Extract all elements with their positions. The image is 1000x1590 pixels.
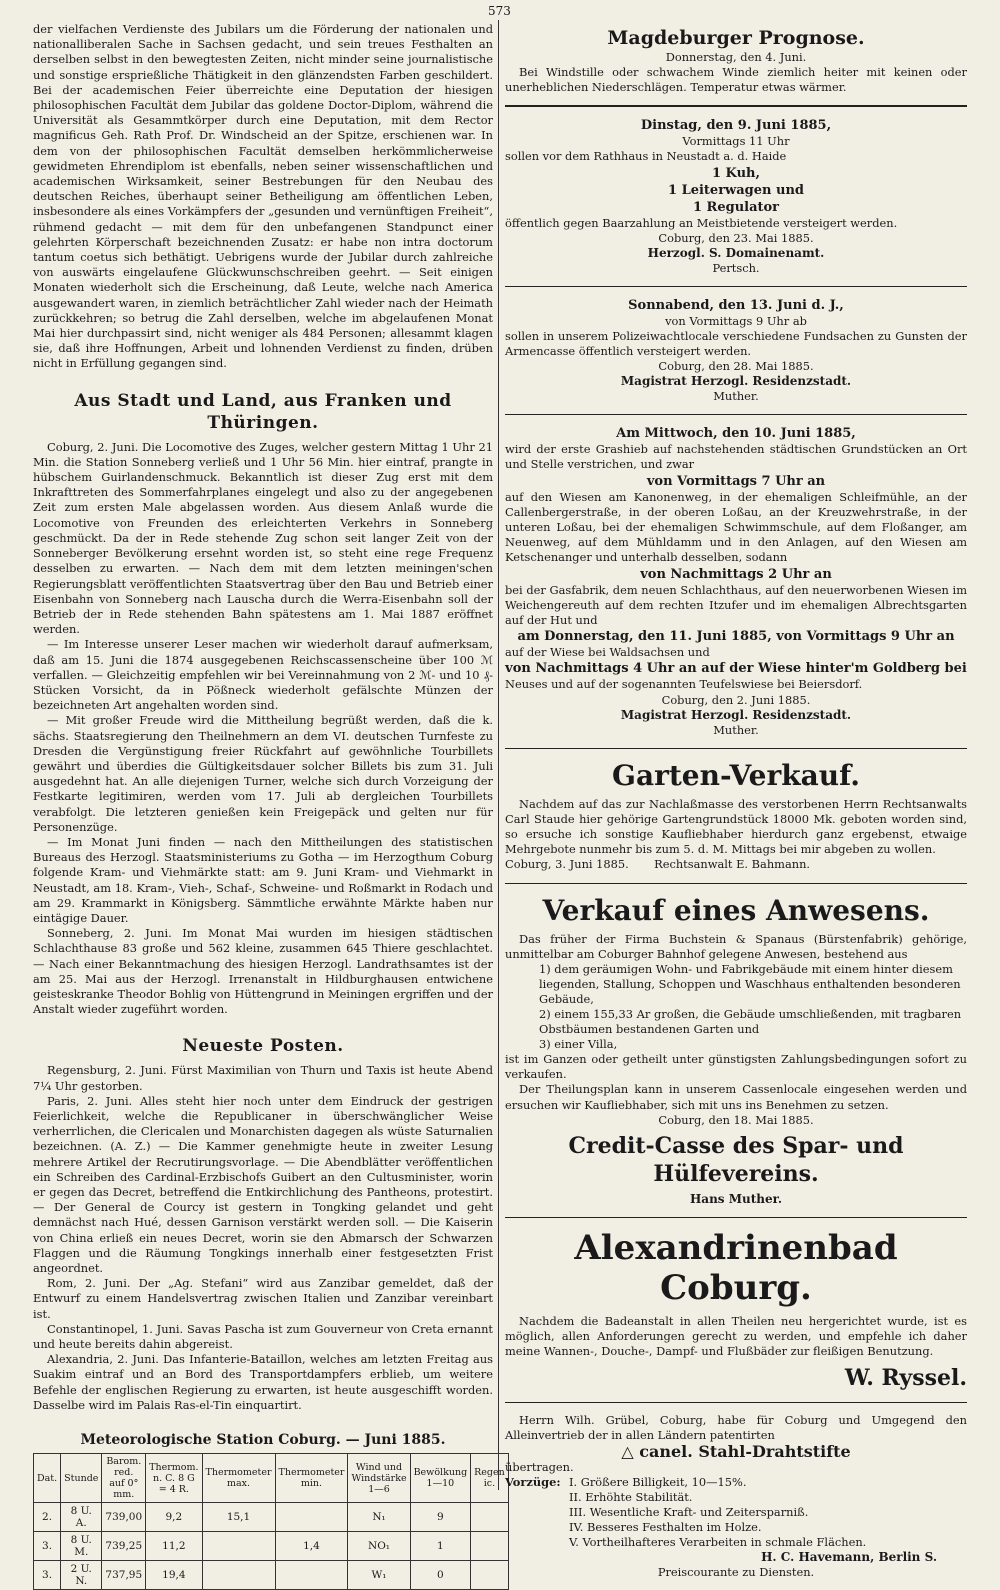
auction-notice-found-items — [505, 297, 967, 404]
divider — [505, 748, 967, 749]
right-column — [505, 22, 967, 1580]
notice-item: 1 Leiterwagen und — [668, 182, 804, 198]
notice-text: auf den Wiesen am Kanonenweg, in der ehemaligen Schleifmühle, an der Callenbergerstraße, in der oberen Loßau, an der Kreuzwehrstraße, in der unteren Loßau, bei der ehemaligen Schwimmschule, auf dem Floßanger, am Neuenweg, auf dem Mühldamm und in den Anlagen, auf den Wiesen am Ketschenanger und unterhalb desselben, sodann — [505, 489, 967, 565]
column-divider — [498, 20, 499, 1490]
advantages-label: Vorzüge: — [505, 1475, 561, 1490]
table-cell: 0 — [410, 1561, 471, 1590]
notice-text: sollen vor dem Rathhaus in Neustadt a. d. Haide — [505, 149, 787, 164]
header-cell: Thermom. n. C. 8 G = 4 R. — [146, 1454, 202, 1503]
divider — [505, 414, 967, 415]
table-cell: 2. — [34, 1503, 61, 1532]
table-cell: 739,00 — [102, 1503, 146, 1532]
table-row — [34, 1561, 509, 1590]
forecast-date: Donnerstag, den 4. Juni. — [665, 50, 807, 64]
page-number: 573 — [488, 4, 511, 18]
ad-text: übertragen. — [505, 1459, 574, 1474]
notice-signer: Magistrat Herzogl. Residenzstadt. — [620, 707, 852, 722]
left-column — [33, 22, 505, 1590]
notice-time: von Nachmittags 2 Uhr an — [640, 566, 832, 582]
news-paragraph: Alexandria, 2. Juni. Das Infanterie-Bataillon, welches am letzten Freitag aus Suakim eintraf und an Bord des Transportdampfers erblieb, um weitere Befehle der englischen Regierung zu erwarten, ist heute ausgeschifft worden. Dasselbe wird im Palais Ras-el-Tin einquartirt. — [33, 1352, 493, 1412]
table-row — [34, 1532, 509, 1561]
table-cell: 739,25 — [102, 1532, 146, 1561]
table-cell — [471, 1532, 509, 1561]
ad-text: Nachdem auf das zur Nachlaßmasse des verstorbenen Herrn Rechtsanwalts Carl Staude hier gehörige Gartengrundstück 18000 Mk. geboten worden sind, so ersuche ich sonstige Kaufliebhaber hierdurch ganz ergebenst, etwaige Mehrgebote nunmehr bis zum 5. d. M. Mittags bei mir abgeben zu wollen. — [505, 796, 967, 857]
notice-name: Muther. — [713, 389, 759, 404]
notice-time: von Nachmittags 4 Uhr an auf der Wiese hinter'm Goldberg bei — [505, 661, 967, 677]
intro-paragraph: der vielfachen Verdienste des Jubilars um die Förderung der nationalen und nationalliberalen Sache in Sachsen gedacht, und sein treues Festhalten an derselben selbst in den bewegtesten Zeiten, nicht minder seine journalistische und sonstige ersprießliche Thätigkeit in den glänzendsten Farben geschildert. Bei der academischen Feier überreichte eine Deputation der hiesigen philosophischen Facultät dem Jubilar das goldene Doctor-Diplom, während die Universität als Gesammtkörper durch eine Deputation, mit dem Rector magnificus Geh. Rath Prof. Dr. Windscheid an der Spitze, erschienen war. In dem von der philosophischen Facultät demselben herkömmlicherweise gewidmeten Ehrendiplom ist ebenfalls, neben seiner wissenschaftlichen und academischen Wirksamkeit, seiner Bestrebungen für den Neubau des deutschen Reiches, überhaupt seiner Betheiligung am öffentlichen Leben, insbesondere als eines Vorkämpfers der „gesunden und vernünftigen Freiheit“, rühmend gedacht — mit dem für den unbefangenen Standpunct einer gelehrten Körperschaft bezeichnenden Zusatz: er habe non intra doctorum tantum coetus sich bethätigt. Uebrigens wurde der Jubilar durch zahlreiche von auswärts eingelaufene Glückwunschschreiben geehrt. — Seit einigen Monaten wiederholt sich die Erscheinung, daß Leute, welche nach America ausgewandert waren, in ziemlich beträchtlicher Zahl wieder nach der Heimath zurückkehren; so betrug die Zahl derselben, welche im abgelaufenen Monat Mai hier durchpassirt sind, nicht weniger als 484 Personen; allesammt klagen sie, daß ihre Hoffnungen, Arbeit und lohnenden Verdienst zu finden, drüben nicht in Erfüllung gegangen sind. — [33, 22, 493, 371]
list-item: 1) dem geräumigen Wohn- und Fabrikgebäude mit einem hinter diesem liegenden, Stallung, Schoppen und Waschhaus enthaltenden besonderen Gebäude, — [539, 962, 961, 1007]
notice-name: Pertsch. — [712, 260, 760, 275]
notice-text: öffentlich gegen Baarzahlung an Meistbietende versteigert werden. — [505, 215, 898, 230]
table-cell: 19,4 — [146, 1561, 202, 1590]
table-cell: N₁ — [348, 1503, 410, 1532]
advantages-list — [565, 1475, 866, 1550]
garden-sale-ad — [505, 759, 967, 873]
ad-text: Der Theilungsplan kann in unserem Cassenlocale eingesehen werden und ersuchen wir Kaufliebhaber, sich mit uns ins Benehmen zu setzen. — [505, 1082, 967, 1112]
notice-time: am Donnerstag, den 11. Juni 1885, von Vormittags 9 Uhr an — [517, 629, 955, 645]
notice-text: Neuses und auf der sogenannten Teufelswiese bei Beiersdorf. — [505, 677, 863, 692]
divider — [505, 883, 967, 884]
ad-footer — [505, 857, 967, 872]
list-item: 3) einer Villa, — [539, 1037, 618, 1052]
ad-footer: Preiscourante zu Diensten. — [657, 1565, 815, 1580]
notice-place-date: Coburg, den 2. Juni 1885. — [661, 692, 811, 707]
list-item: III. Wesentliche Kraft- und Zeitersparniß. — [569, 1505, 809, 1520]
news-paragraph: Regensburg, 2. Juni. Fürst Maximilian von Thurn und Taxis ist heute Abend 7¼ Uhr gestorben. — [33, 1063, 493, 1093]
news-paragraph: Coburg, 2. Juni. Die Locomotive des Zuges, welcher gestern Mittag 1 Uhr 21 Min. die Station Sonneberg verließ und 1 Uhr 56 Min. hier eintraf, prangte in hübschem Guirlandenschmuck. Bekanntlich ist dieser Zug erst mit dem Inkrafttreten des Sommerfahrplanes eingelegt und also zu der angegebenen Zeit zum ersten Male abgelassen worden. Aus diesem Anlaß wurde die Locomotive von Freunden des erleichterten Verkehrs in Sonneberg geschmückt. Da der in Rede stehende Zug schon seit langer Zeit von der Sonneberger Bevölkerung ersehnt worden ist, so steht eine rege Frequenz desselben zu erwarten. — Nach dem mit dem letzten meiningen'schen Regierungsblatt veröffentlichten Staatsvertrag über den Bau und Betrieb einer Eisenbahn von Sonneberg nach Lauscha durch die Werra-Eisenbahn soll der Betrieb der in Rede stehenden Bahn spätestens am 1. Mai 1887 eröffnet werden. — [33, 439, 493, 637]
ad-title: Alexandrinenbad Coburg. — [574, 1227, 898, 1308]
notice-name: Muther. — [713, 722, 759, 737]
notice-item: 1 Regulator — [692, 199, 780, 215]
ad-name: Hans Muther. — [689, 1191, 783, 1206]
table-cell — [471, 1561, 509, 1590]
notice-date: Sonnabend, den 13. Juni d. J., — [628, 297, 844, 313]
header-cell: Stunde — [61, 1454, 102, 1503]
weather-table-title: Meteorologische Station Coburg. — Juni 1885. — [80, 1432, 446, 1449]
notice-time: von Vormittags 7 Uhr an — [646, 473, 826, 489]
news-paragraph: — Mit großer Freude wird die Mittheilung begrüßt werden, daß die k. sächs. Staatsregierung den Theilnehmern an dem VI. deutschen Turnfeste zu Dresden die Vergünstigung freier Rückfahrt auf gewöhnliche Tourbillets gewährt und überdies die Gültigkeitsdauer solcher Billets bis zum 31. Juli ausgedehnt hat. An alle diejenigen Turner, welche sich durch Vorzeigung der Festkarte legitimiren, werden vom 17. Juli ab dergleichen Tourbillets verabfolgt. Die letzteren genießen kein Freigepäck und gelten nur für Personenzüge. — [33, 713, 493, 834]
list-item: V. Vortheilhafteres Verarbeiten in schmale Flächen. — [569, 1535, 867, 1550]
table-cell: NO₁ — [348, 1532, 410, 1561]
header-cell: Thermometer min. — [275, 1454, 348, 1503]
section-title-local-news: Aus Stadt und Land, aus Franken und Thüringen. — [74, 390, 452, 433]
property-sale-ad — [505, 894, 967, 1207]
advantages-block — [505, 1475, 967, 1550]
news-paragraph: — Im Interesse unserer Leser machen wir wiederholt darauf aufmerksam, daß am 15. Juni die 1874 ausgegebenen Reichscassenscheine über 100 ℳ verfallen. — Gleichzeitig empfehlen wir bei Vereinnahmung von 2 ℳ- und 10 ₰-Stücken Vorsicht, da in Pößneck wiederholt gefälschte Münzen der bezeichneten Art angehalten worden sind. — [33, 637, 493, 713]
news-paragraph: Constantinopel, 1. Juni. Savas Pascha ist zum Gouverneur von Creta ernannt und heute bereits dahin abgereist. — [33, 1321, 493, 1352]
ad-signer: Credit-Casse des Spar- und Hülfevereins. — [568, 1132, 904, 1187]
table-cell: 8 U. A. — [61, 1503, 102, 1532]
forecast-text: Bei Windstille oder schwachem Winde ziemlich heiter mit keinen oder unerheblichen Niederschlägen. Temperatur etwas wärmer. — [505, 65, 967, 95]
table-row — [34, 1503, 509, 1532]
ad-text: Das früher der Firma Buchstein & Spanaus (Bürstenfabrik) gehörige, unmittelbar am Coburger Bahnhof gelegene Anwesen, bestehend aus — [505, 931, 967, 961]
divider — [505, 1402, 967, 1403]
list-item: I. Größere Billigkeit, 10—15%. — [569, 1475, 747, 1490]
forecast-title: Magdeburger Prognose. — [607, 27, 865, 49]
header-cell: Dat. — [34, 1454, 61, 1503]
ad-signer: H. C. Havemann, Berlin S. — [761, 1550, 937, 1565]
news-paragraph: Sonneberg, 2. Juni. Im Monat Mai wurden im hiesigen städtischen Schlachthause 83 große und 562 kleine, zusammen 645 Thiere geschlachtet. — Nach einer Bekanntmachung des hiesigen Herzogl. Landrathsamtes ist der am 25. Mai aus der Herzogl. Irrenanstalt in Hildburghausen entwichene geisteskranke Theodor Bohlig von Hüttengrund in Meiningen ergriffen und der Anstalt wieder zugeführt worden. — [33, 926, 493, 1017]
notice-date: Am Mittwoch, den 10. Juni 1885, — [616, 426, 856, 442]
table-cell: 11,2 — [146, 1532, 202, 1561]
notice-place-date: Coburg, den 28. Mai 1885. — [658, 359, 814, 374]
notice-text: auf der Wiese bei Waldsachsen und — [505, 645, 710, 660]
header-cell: Wind und Windstärke 1—6 — [348, 1454, 410, 1503]
notice-text: bei der Gasfabrik, dem neuen Schlachthaus, auf den neuerworbenen Wiesen im Weichengereuth auf dem rechten Itzufer und im ehemaligen Albrechtsgarten auf der Hut und — [505, 582, 967, 628]
table-cell: 9 — [410, 1503, 471, 1532]
notice-signer: Magistrat Herzogl. Residenzstadt. — [620, 374, 852, 389]
product-name: △ canel. Stahl-Drahtstifte — [621, 1441, 851, 1461]
table-cell — [202, 1561, 275, 1590]
table-cell: 1 — [410, 1532, 471, 1561]
notice-date: Dinstag, den 9. Juni 1885, — [640, 118, 832, 134]
header-cell: Barom. red. auf 0° mm. — [102, 1454, 146, 1503]
table-cell: 8 U. M. — [61, 1532, 102, 1561]
table-cell — [202, 1532, 275, 1561]
bath-ad — [505, 1228, 967, 1392]
news-paragraph: Paris, 2. Juni. Alles steht hier noch unter dem Eindruck der gestrigen Feierlichkeit, welche die Republicaner in überschwänglicher Weise verherrlichen, die Clericalen und Monarchisten dagegen als wüste Saturnalien bezeichnen. (A. Z.) — Die Kammer genehmigte heute in zweiter Lesung mehrere Artikel der Recrutirungsvorlage. — Die Abendblätter veröffentlichen ein Schreiben des Cardinal-Erzbischofs Guibert an den Cultusminister, worin er gegen das Decret, betreffend die Entkirchlichung des Pantheons, protestirt. — Der General de Courcy ist gestern in Tongking gelandet und geht demnächst nach Hué, dessen Garnison verstärkt werden soll. — Die Kaiserin von China erließ ein neues Decret, worin sie den Abmarsch der Schwarzen Flaggen und die Räumung Tongkings innerhalb einer festgesetzten Frist angeordnet. — [33, 1093, 493, 1276]
notice-place-date: Coburg, den 23. Mai 1885. — [658, 230, 814, 245]
section-title-latest-news: Neueste Posten. — [182, 1036, 344, 1057]
news-paragraph: Rom, 2. Juni. Der „Ag. Stefani“ wird aus Zanzibar gemeldet, daß der Entwurf zu einem Handelsvertrag zwischen Italien und Zanzibar vereinbart ist. — [33, 1276, 493, 1321]
grass-auction-notice — [505, 425, 967, 737]
news-paragraph: — Im Monat Juni finden — nach den Mittheilungen des statistischen Bureaus des Herzogl. Staatsministeriums zu Gotha — im Herzogthum Coburg folgende Kram- und Viehmärkte statt: am 9. Juni Kram- und Viehmarkt in Neustadt, am 18. Kram-, Vieh-, Schaf-, Schweine- und Roßmarkt in Rodach und am 29. Krammarkt in Königsberg. Sämmtliche erwähnte Märkte haben nur eintägige Dauer. — [33, 834, 493, 925]
table-cell — [275, 1503, 348, 1532]
notice-text: wird der erste Grashieb auf nachstehenden städtischen Grundstücken an Ort und Stelle verstrichen, und zwar — [505, 442, 967, 472]
ad-text: Herrn Wilh. Grübel, Coburg, habe für Coburg und Umgegend den Alleinvertrieb der in allen Ländern patentirten — [505, 1412, 967, 1442]
table-cell: 15,1 — [202, 1503, 275, 1532]
notice-time: Vormittags 11 Uhr — [682, 134, 790, 149]
ad-title: Verkauf eines Anwesens. — [542, 893, 930, 927]
divider — [505, 105, 967, 107]
header-cell: Thermometer max. — [202, 1454, 275, 1503]
wire-nails-ad — [505, 1413, 967, 1581]
property-list — [505, 962, 967, 1052]
ad-signer: Rechtsanwalt E. Bahmann. — [654, 857, 811, 872]
weather-table — [33, 1453, 509, 1590]
notice-time: von Vormittags 9 Uhr ab — [665, 313, 807, 328]
table-cell: 9,2 — [146, 1503, 202, 1532]
table-cell: W₁ — [348, 1561, 410, 1590]
weather-header-row — [34, 1454, 509, 1503]
ad-place-date: Coburg, 3. Juni 1885. — [505, 857, 629, 872]
notice-signer: Herzogl. S. Domainenamt. — [647, 245, 825, 260]
notice-item: 1 Kuh, — [711, 165, 760, 181]
divider — [505, 286, 967, 287]
header-cell: Bewölkung 1—10 — [410, 1454, 471, 1503]
header-cell: Regen ic. — [471, 1454, 509, 1503]
table-cell: 1,4 — [275, 1532, 348, 1561]
table-cell — [275, 1561, 348, 1590]
list-item: IV. Besseres Festhalten im Holze. — [569, 1520, 762, 1535]
table-cell: 3. — [34, 1532, 61, 1561]
ad-place-date: Coburg, den 18. Mai 1885. — [658, 1112, 814, 1127]
table-cell — [471, 1503, 509, 1532]
ad-text: Nachdem die Badeanstalt in allen Theilen neu hergerichtet wurde, ist es möglich, allen Anforderungen gerecht zu werden, und empfehle ich daher meine Wannen-, Douche-, Dampf- und Flußbäder zur fleißigen Benutzung. — [505, 1313, 967, 1359]
ad-signer: W. Ryssel. — [844, 1364, 967, 1391]
notice-text: sollen in unserem Polizeiwachtlocale verschiedene Fundsachen zu Gunsten der Armencasse öffentlich versteigert werden. — [505, 328, 967, 359]
ad-title: Garten-Verkauf. — [612, 758, 860, 792]
ad-text: ist im Ganzen oder getheilt unter günstigsten Zahlungsbedingungen sofort zu verkaufen. — [505, 1052, 967, 1082]
table-cell: 737,95 — [102, 1561, 146, 1590]
list-item: II. Erhöhte Stabilität. — [569, 1490, 693, 1505]
list-item: 2) einem 155,33 Ar großen, die Gebäude umschließenden, mit tragbaren Obstbäumen bestandenen Garten und — [539, 1007, 962, 1037]
divider — [505, 1217, 967, 1218]
auction-notice-cow — [505, 117, 967, 275]
table-cell: 3. — [34, 1561, 61, 1590]
table-cell: 2 U. N. — [61, 1561, 102, 1590]
